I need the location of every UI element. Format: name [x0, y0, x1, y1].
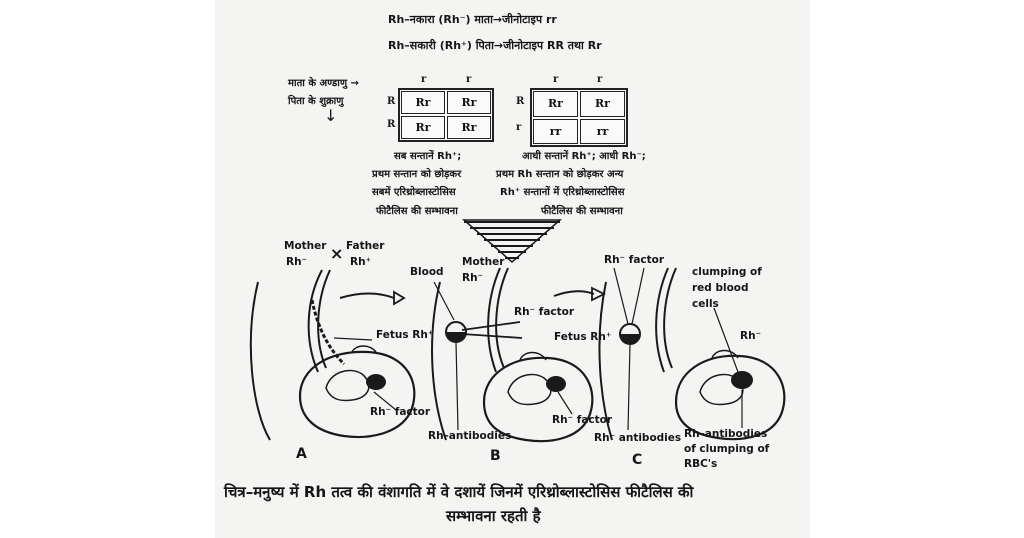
punnett-cell: Rr: [401, 91, 445, 114]
leader-line: [558, 392, 572, 414]
left-result-line: फीटैलिस की सम्भावना: [376, 206, 458, 217]
figure-caption-line2: सम्भावना रहती है: [446, 507, 541, 525]
left-result-line: सबमें एरिथ्रोब्लास्टोसिस: [372, 187, 456, 198]
panel-c-antibodies2-line: RBC's: [684, 458, 718, 470]
panel-c-letter: C: [632, 452, 643, 468]
panel-c-clumping-line: cells: [692, 298, 719, 310]
panel-a-arrow-line: [340, 294, 394, 299]
right-col-header-1: r: [553, 74, 559, 85]
punnett-cell: rr: [580, 119, 625, 145]
panel-b-transfer-line: [462, 322, 520, 330]
panel-b-mother-rh: Rh⁻: [462, 272, 484, 284]
figure-caption-line1: चित्र–मनुष्य में Rh तत्व की वंशागति में वे दशायें जिनमें एरिथ्रोब्लास्टोसिस फीटैलिस की: [224, 483, 694, 501]
punnett-cell: rr: [533, 119, 578, 145]
right-result-line: फीटैलिस की सम्भावना: [541, 206, 623, 217]
panel-a-father-label: Father: [346, 240, 385, 252]
panel-b-arrow-line: [554, 291, 594, 296]
panel-c-antibodies-label: Rh⁻ antibodies: [594, 432, 682, 444]
punnett-cell: Rr: [401, 116, 445, 139]
leader-line: [614, 268, 628, 324]
leader-line: [628, 344, 630, 430]
mother-genotype-line: Rh–नकारा (Rh⁻) माता→जीनोटाइप rr: [388, 13, 557, 26]
panel-c-antibodies2-line: of clumping of: [684, 443, 770, 455]
panel-a-mother-rh: Rh⁻: [286, 256, 308, 268]
right-result-line: आधी सन्तानें Rh⁺; आधी Rh⁻;: [522, 151, 646, 162]
right-result-line: Rh⁺ सन्तानों में एरिथ्रोब्लास्टोसिस: [500, 187, 625, 198]
panel-b-letter: B: [490, 448, 501, 464]
punnett-cell: Rr: [580, 91, 625, 117]
right-result-line: प्रथम Rh सन्तान को छोड़कर अन्य: [496, 169, 624, 180]
right-row-header-1: R: [516, 96, 525, 107]
mother-gametes-label: माता के अण्डाणु →: [288, 78, 359, 89]
panel-b-blood-label: Blood: [410, 266, 444, 278]
father-genotype-line: Rh–सकारी (Rh⁺) पिता→जीनोटाइप RR तथा Rr: [388, 39, 602, 52]
left-col-header-1: r: [421, 74, 427, 85]
panel-c-factor-top: Rh⁻ factor: [604, 254, 665, 266]
panel-c-clumping-line: red blood: [692, 282, 749, 294]
panel-b-placenta: [546, 376, 566, 392]
panel-b-fetus-label: Fetus Rh⁺: [554, 331, 612, 343]
leader-line: [714, 308, 738, 372]
punnett-cell: Rr: [447, 116, 491, 139]
left-result-line: प्रथम सन्तान को छोड़कर: [372, 169, 462, 180]
panel-b-antibodies-label: Rh–antibodies: [428, 430, 512, 442]
father-sperms-label: पिता के शुक्राणु: [288, 96, 344, 107]
panel-a-father-rh: Rh⁺: [350, 256, 372, 268]
punnett-cell: Rr: [447, 91, 491, 114]
panel-b-factor-bottom: Rh⁻ factor: [552, 414, 613, 426]
panel-c-antibodies2-line: Rh–antibodies: [684, 428, 768, 440]
right-col-header-2: r: [597, 74, 603, 85]
panel-b-mother-label: Mother: [462, 256, 505, 268]
left-row-header-1: R: [387, 96, 396, 107]
panel-b-transfer-line: [462, 334, 522, 338]
left-row-header-2: R: [387, 119, 396, 130]
panel-a-mother-label: Mother: [284, 240, 327, 252]
leader-line: [456, 342, 458, 430]
panel-c-blood-cell-fill: [620, 334, 640, 344]
panel-a-arrow-head-icon: [394, 292, 404, 304]
left-col-header-2: r: [466, 74, 472, 85]
leader-line: [632, 268, 644, 324]
right-row-header-2: r: [516, 122, 522, 133]
panel-a-placenta: [366, 374, 386, 390]
down-arrow-icon: ↓: [324, 106, 338, 125]
panel-a-factor-label: Rh⁻ factor: [370, 406, 431, 418]
cross-icon: ×: [330, 244, 344, 263]
panel-a-fetus-label: Fetus Rh⁺: [376, 329, 434, 341]
left-result-line: सब सन्तानें Rh⁺;: [394, 151, 462, 162]
leader-line: [334, 338, 372, 340]
panel-c-rh-label: Rh⁻: [740, 330, 762, 342]
panel-b-factor-top: Rh⁻ factor: [514, 306, 575, 318]
panel-c-clumping-line: clumping of: [692, 266, 762, 278]
panel-a-letter: A: [296, 446, 307, 462]
panel-c-placenta: [731, 371, 753, 389]
punnett-cell: Rr: [533, 91, 578, 117]
